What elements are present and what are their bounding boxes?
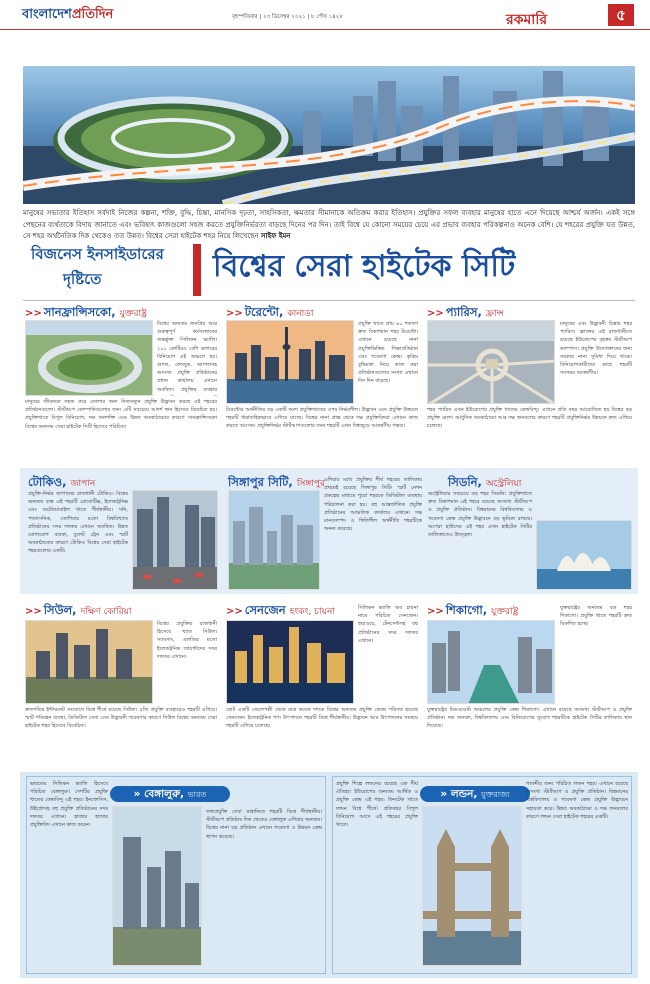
city-heading-shenzhen bbox=[226, 602, 335, 621]
city-name: সিউল, bbox=[43, 603, 77, 617]
city-country: সিঙ্গাপুর bbox=[296, 479, 325, 489]
city-text-seoul-side: বিশ্বের প্রযুক্তির রাজধানী হিসেবে খ্যাত সিউল। স্যামসাং, এলজির মতো ইলেকট্রনিক জায়ান্টদের সদর দফতর এখানে। bbox=[157, 621, 217, 660]
city-name: শিকাগো, bbox=[445, 603, 488, 617]
headline-divider bbox=[193, 244, 201, 296]
city-country: অস্ট্রেলিয়া bbox=[485, 479, 522, 489]
city-text-shenzhen: ছোট একটি জেলেপল্লী থেকে মাত্র কয়েক দশকে বিশ্বের অন্যতম প্রযুক্তি কেন্দ্রে পরিণত হয়েছে সেনজেন। ইলেকট্রনিক পণ্য উৎপাদনে শহরটি বিশ্বে শীর্ষস্থানীয়। উদ্ভাবন আর উৎপাদনের সমন্বয়ে শহরটি এগিয়ে চলেছে। bbox=[226, 707, 418, 730]
city-country: হংকং, চায়না bbox=[289, 607, 335, 617]
city-country: যুক্তরাষ্ট্র bbox=[119, 309, 147, 319]
section-name: রকমারি bbox=[506, 12, 548, 28]
city-country: যুক্তরাজ্য bbox=[481, 790, 510, 799]
photo-seoul bbox=[25, 620, 153, 704]
author-name: সাইফ ইমন bbox=[260, 232, 291, 240]
city-name: প্যারিস, bbox=[445, 305, 482, 319]
tower-bridge-photo bbox=[423, 807, 522, 966]
hero-illustration bbox=[23, 66, 635, 204]
city-text-sydney: অস্ট্রেলিয়ার সবচেয়ে বড় শহর সিডনি। প্রযুক্তিখাতে দ্রুত বিকাশমান এই শহরে রয়েছে অসংখ্য স্টার্টআপ ও প্রযুক্তি প্রতিষ্ঠান। বিশ্বমানের বিশ্ববিদ্যালয় ও গবেষণা কেন্দ্র প্রযুক্তি উদ্ভাবনে বড় ভূমিকা রাখছে। অপেরা হাউসের এই শহর এখন হাইটেক সিটির তালিকাতেও উজ্জ্বল। bbox=[428, 491, 532, 539]
city-heading-seoul bbox=[25, 602, 131, 621]
page-number: ৫ bbox=[608, 4, 634, 26]
futuristic-city-illustration bbox=[23, 66, 635, 204]
city-text-toronto-side: প্রযুক্তি খাতে প্রায় ৪০ শতাংশ দ্রুত বিকাশমান শহর টরেন্টো। এখানে রয়েছে নানা প্রযুক্তিভিত্তিক শিক্ষাপ্রতিষ্ঠান এবং গবেষণা কেন্দ্র। কৃত্রিম বুদ্ধিমত্তা নিয়ে কাজ করা প্রতিষ্ঠানগুলোর সংখ্যা এখানে দিন দিন বাড়ছে। bbox=[358, 321, 418, 385]
logo-accent: প্রতিদিন bbox=[71, 7, 114, 22]
arrow-icon: » bbox=[440, 788, 451, 800]
photo-shenzhen bbox=[226, 620, 354, 704]
city-name: সিঙ্গাপুর সিটি, bbox=[228, 475, 293, 489]
kicker-line-2: দৃষ্টিতে bbox=[63, 270, 102, 288]
city-text-seoul: দ্রুতগতির ইন্টারনেট সংযোগে বিশ্বে শীর্ষে রয়েছে সিউল। ৫জি প্রযুক্তি ব্যবহারেও শহরটি এগিয়ে। স্মার্ট পরিবহন ব্যবস্থা, ডিজিটাল সেবা এবং উদ্ভাবনী গবেষণার কারণে সিউল বিশ্বের অন্যতম সেরা হাইটেক শহর হিসেবে বিবেচিত। bbox=[25, 707, 217, 730]
paris-arc-photo bbox=[428, 321, 555, 404]
city-heading-bengaluru bbox=[110, 786, 230, 802]
city-heading-chicago bbox=[427, 602, 518, 621]
newspaper-logo[interactable] bbox=[22, 5, 113, 26]
arrow-icon: » bbox=[133, 788, 145, 800]
apple-park-photo bbox=[26, 321, 153, 396]
arrow-icon: >> bbox=[226, 308, 243, 319]
city-text-tokyo: প্রযুক্তি-নির্ভর জাপানের রাজধানী টোকিও। বিশ্বের অন্যতম ব্যস্ত এই শহরটি রোবোটিক্স, ইলেকট্রনিক্স এবং অটোমোবাইল খাতে শীর্ষস্থানীয়। সনি, প্যানাসনিক, তোশিবার মতো বিশ্ববিখ্যাত প্রতিষ্ঠানের সদর দফতর এখানে অবস্থিত। উন্নত যোগাযোগ ব্যবস্থা, বুলেট ট্রেন এবং স্মার্ট অবকাঠামোর কারণে টোকিও বিশ্বের সেরা হাইটেক শহরগুলোর একটি। bbox=[28, 491, 128, 555]
masthead bbox=[0, 0, 650, 30]
headline-banner bbox=[23, 242, 635, 298]
city-text-paris: শহর প্যারিস এখন ইউরোপের প্রযুক্তি খাতের কেন্দ্রবিন্দু। এখানে প্রতি বছর আয়োজিত হয় বিশ্বের বড় প্রযুক্তি মেলা। আধুনিক অবকাঠামো আর দক্ষ জনবলের কারণে শহরটি প্রযুক্তিনির্ভর উন্নয়নে দ্রুত এগিয়ে চলেছে। bbox=[427, 407, 632, 430]
sydney-opera-house-photo bbox=[537, 521, 632, 590]
city-heading-london bbox=[420, 786, 530, 802]
city-country: ফ্রান্স bbox=[485, 309, 504, 319]
logo-main: বাংলাদেশ bbox=[22, 7, 72, 22]
arrow-icon: >> bbox=[25, 308, 42, 319]
arrow-icon: >> bbox=[25, 606, 42, 617]
city-text-singapore: এশিয়ার মধ্যে প্রযুক্তির শীর্ষ শহরের তালিকায় প্রথমেই রয়েছে সিঙ্গাপুর সিটি। স্মার্ট নেশন প্রকল্পের মাধ্যমে পুরো শহরকে ডিজিটাল ব্যবস্থায় পরিচালনা করা হয়। বহু আন্তর্জাতিক প্রযুক্তি প্রতিষ্ঠানের আঞ্চলিক কার্যালয় এখানে। দক্ষ মানবসম্পদ ও স্থিতিশীল অর্থনীতি শহরটিকে অনন্য করেছে। bbox=[324, 477, 422, 533]
seoul-skyline-photo bbox=[26, 621, 153, 704]
intro-text: মানুষের সভ্যতার ইতিহাস সর্বদাই নিজের কল্পনা, শক্তি, বুদ্ধি, চিন্তা, মানসিক দৃঢ়তা, সাহসিকতা, ক্ষমতার সীমানাকে অতিক্রম করার ইতিহাস। প্রযুক্তির সফল ব্যবহার মানুষের হাতে এনে দিয়েছে আশ্চর্য অর্জন। একই সঙ্গে পেছনের ব্যর্থতাকে বিদায় জানাতে এবং ভবিষ্যৎ কাজগুলো সহজ করতে প্রযুক্তিনির্ভরতা বাড়ছে দিনের পর দিন। তাই বিশ্বে যে কোনো সময়ের চেয়ে এর প্রভাব ব্যবহার পরিকল্পনাও অনেক বেশি। যে শহরের প্রযুক্তি যত উন্নত, সে শহর অর্থনৈতিক দিক থেকেও তত উন্নত। বিশ্বের সেরা হাইটেক শহর নিয়ে লিখেছেন bbox=[23, 209, 635, 240]
photo-sydney bbox=[536, 520, 632, 590]
city-name: টরেন্টো, bbox=[244, 305, 284, 319]
arrow-icon: >> bbox=[226, 606, 243, 617]
kicker-line-1: বিজনেস ইনসাইডারের bbox=[31, 245, 164, 263]
city-text-london-right: শতাব্দীর জন্য পরিচিত লন্ডন শহর। এখানে রয়েছে অসংখ্য স্টার্টআপ ও প্রযুক্তি প্রতিষ্ঠান। বিশ্বমানের বিশ্ববিদ্যালয় ও গবেষণা কেন্দ্র প্রযুক্তি উদ্ভাবনে সহায়তা করে। উন্নত অবকাঠামো ও দক্ষ জনবলের কারণে লন্ডন সেরা হাইটেক শহরের একটি। bbox=[526, 781, 628, 820]
city-name: সিডনি, bbox=[448, 475, 482, 489]
arrow-icon: >> bbox=[427, 308, 444, 319]
singapore-skyline-photo bbox=[229, 491, 320, 590]
city-name: বেঙ্গালুরু, bbox=[144, 788, 185, 800]
shenzhen-night-photo bbox=[227, 621, 354, 704]
city-country: যুক্তরাষ্ট্র bbox=[491, 607, 519, 617]
tokyo-street-photo bbox=[133, 491, 218, 590]
divider bbox=[23, 300, 635, 301]
city-country: ভারত bbox=[187, 790, 207, 799]
city-text-paris-side: মানুষের এবং উদ্ভাবনী চিন্তার শহর প্যারিস। ফ্রান্সের এই রাজধানীতে রয়েছে ইউরোপের বৃহত্তম স্টার্টআপ ক্যাম্পাস। প্রযুক্তি উদ্যোক্তাদের জন্য সরকার নানা সুবিধা দিয়ে থাকে। বিনিয়োগকারীদের কাছে শহরটি সবসময় আকর্ষণীয়। bbox=[560, 321, 632, 377]
photo-bengaluru bbox=[112, 806, 202, 966]
photo-toronto bbox=[226, 320, 354, 404]
city-text-chicago: যুক্তরাষ্ট্রের মিডওয়েস্ট অঞ্চলের প্রযুক্তি কেন্দ্র শিকাগো। এখানে রয়েছে অসংখ্য স্টার্টআপ ও প্রযুক্তি প্রতিষ্ঠান। দক্ষ জনবল, বিশ্ববিদ্যালয় এবং বিনিয়োগের সুযোগ শহরটিকে হাইটেক সিটির তালিকায় স্থান দিয়েছে। bbox=[427, 707, 632, 730]
arrow-icon: >> bbox=[427, 606, 444, 617]
city-name: টোকিও, bbox=[28, 475, 67, 489]
city-name: লন্ডন, bbox=[450, 788, 478, 800]
city-text-bengaluru-right: তথ্যপ্রযুক্তি সেবা রপ্তানিতে শহরটি বিশ্বে শীর্ষস্থানীয়। স্টার্টআপ প্রতিষ্ঠার দিক থেকেও বেঙ্গালুরু এশিয়ার অন্যতম। বিশ্বের নানা বড় প্রতিষ্ঠান এখানে গবেষণা ও উন্নয়ন কেন্দ্র স্থাপন করেছে। bbox=[206, 809, 322, 840]
toronto-skyline-photo bbox=[227, 321, 354, 404]
city-country: কানাডা bbox=[287, 309, 314, 319]
bengaluru-skyline-photo bbox=[113, 807, 202, 966]
city-text-toronto: টরেন্টোর অর্থনীতির বড় একটি অংশ প্রযুক্তিখাতের ওপর নির্ভরশীল। উদ্ভাবন এবং প্রযুক্তি উন্নয়নে শহরটি ধারাবাহিকভাবে এগিয়ে যাচ্ছে। বিশ্বের নানা প্রান্ত থেকে দক্ষ প্রযুক্তিবিদরা এখানে কাজ করতে আসেন। প্রযুক্তিনির্ভর স্টার্টআপগুলোর জন্য শহরটি এখন বিশ্বজুড়ে আকর্ষণীয় গন্তব্য। bbox=[226, 407, 418, 430]
photo-chicago bbox=[427, 620, 555, 704]
photo-singapore bbox=[228, 490, 320, 590]
city-text-shenzhen-side: সিলিকন ভ্যালি অব চায়না নামে পরিচিত সেনজেন। হুয়াওয়ে, টেনসেন্টসহ বহু প্রতিষ্ঠানের সদর দফতর এখানে। bbox=[358, 605, 418, 644]
city-name: সেনজেন bbox=[244, 603, 286, 617]
photo-tokyo bbox=[132, 490, 218, 590]
city-name: সানফ্রান্সিসকো, bbox=[43, 305, 116, 319]
city-country: জাপান bbox=[70, 479, 96, 489]
intro-paragraph bbox=[23, 208, 635, 243]
photo-sf bbox=[25, 320, 153, 396]
city-text-sf: মানুষের জীবনকে সহজ করে তোলার জন্য নিত্যনতুন প্রযুক্তি উদ্ভাবন করছে এই শহরের প্রতিষ্ঠানগুলো। স্টার্টআপ কোম্পানিগুলোর জন্য এটি সবচেয়ে আদর্শ স্থান হিসেবে বিবেচিত হয়। প্রযুক্তিখাতে বিপুল বিনিয়োগ, দক্ষ জনশক্তি এবং উন্নত অবকাঠামোর কারণে সানফ্রান্সিসকো বিশ্বের অন্যতম সেরা হাইটেক সিটি হিসেবে পরিচিত। bbox=[25, 399, 217, 430]
city-text-bengaluru-left: ভারতের সিলিকন ভ্যালি হিসেবে পরিচিত বেঙ্গালুরু। দেশটির প্রযুক্তি খাতের কেন্দ্রবিন্দু এই শহর। ইনফোসিস, উইপ্রোসহ বহু প্রযুক্তি প্রতিষ্ঠানের সদর দফতর এখানে। হাজার হাজার প্রযুক্তিবিদ এখানে কাজ করেন। bbox=[30, 781, 108, 829]
chicago-river-photo bbox=[428, 621, 555, 704]
city-text-london-left: প্রযুক্তি শিল্পে লন্ডনের রয়েছে এক দীর্ঘ ঐতিহ্য। ইউরোপের অন্যতম আর্থিক ও প্রযুক্তি কেন্দ্র এই শহর। ফিনটেক খাতে লন্ডন বিশ্বে শীর্ষে। প্রতিবছর বিপুল বিনিয়োগ আসে এই শহরের প্রযুক্তি খাতে। bbox=[336, 781, 418, 829]
photo-paris bbox=[427, 320, 555, 404]
city-country: দক্ষিণ কোরিয়া bbox=[80, 607, 132, 617]
main-headline: বিশ্বের সেরা হাইটেক সিটি bbox=[213, 249, 516, 284]
city-text-sf-side: বিশ্বের অন্যতম জনপ্রিয় আর গুরুত্বপূর্ণ কর্মসংস্থানের অন্তর্ভুক্ত সিলিকন ভ্যালি। ২০১ কোটিরও বেশি ডলারের বিনিয়োগ এই অঞ্চলে হয়। গুগল, ফেসবুক, অ্যাপলসহ অসংখ্য প্রযুক্তি প্রতিষ্ঠানের প্রধান কার্যালয় এখানে অবস্থিত। প্রযুক্তির ব্যবহার bbox=[157, 321, 217, 393]
photo-london bbox=[422, 806, 522, 966]
city-text-chicago-side: যুক্তরাষ্ট্রের অন্যতম বড় শহর শিকাগো। প্রযুক্তি খাতে শহরটি দ্রুত বিকশিত হচ্ছে। bbox=[560, 605, 632, 628]
dateline: বৃহস্পতিবার | ২৩ ডিসেম্বর ২০২১ | ৮ পৌষ ১৪২৮ bbox=[232, 14, 343, 20]
